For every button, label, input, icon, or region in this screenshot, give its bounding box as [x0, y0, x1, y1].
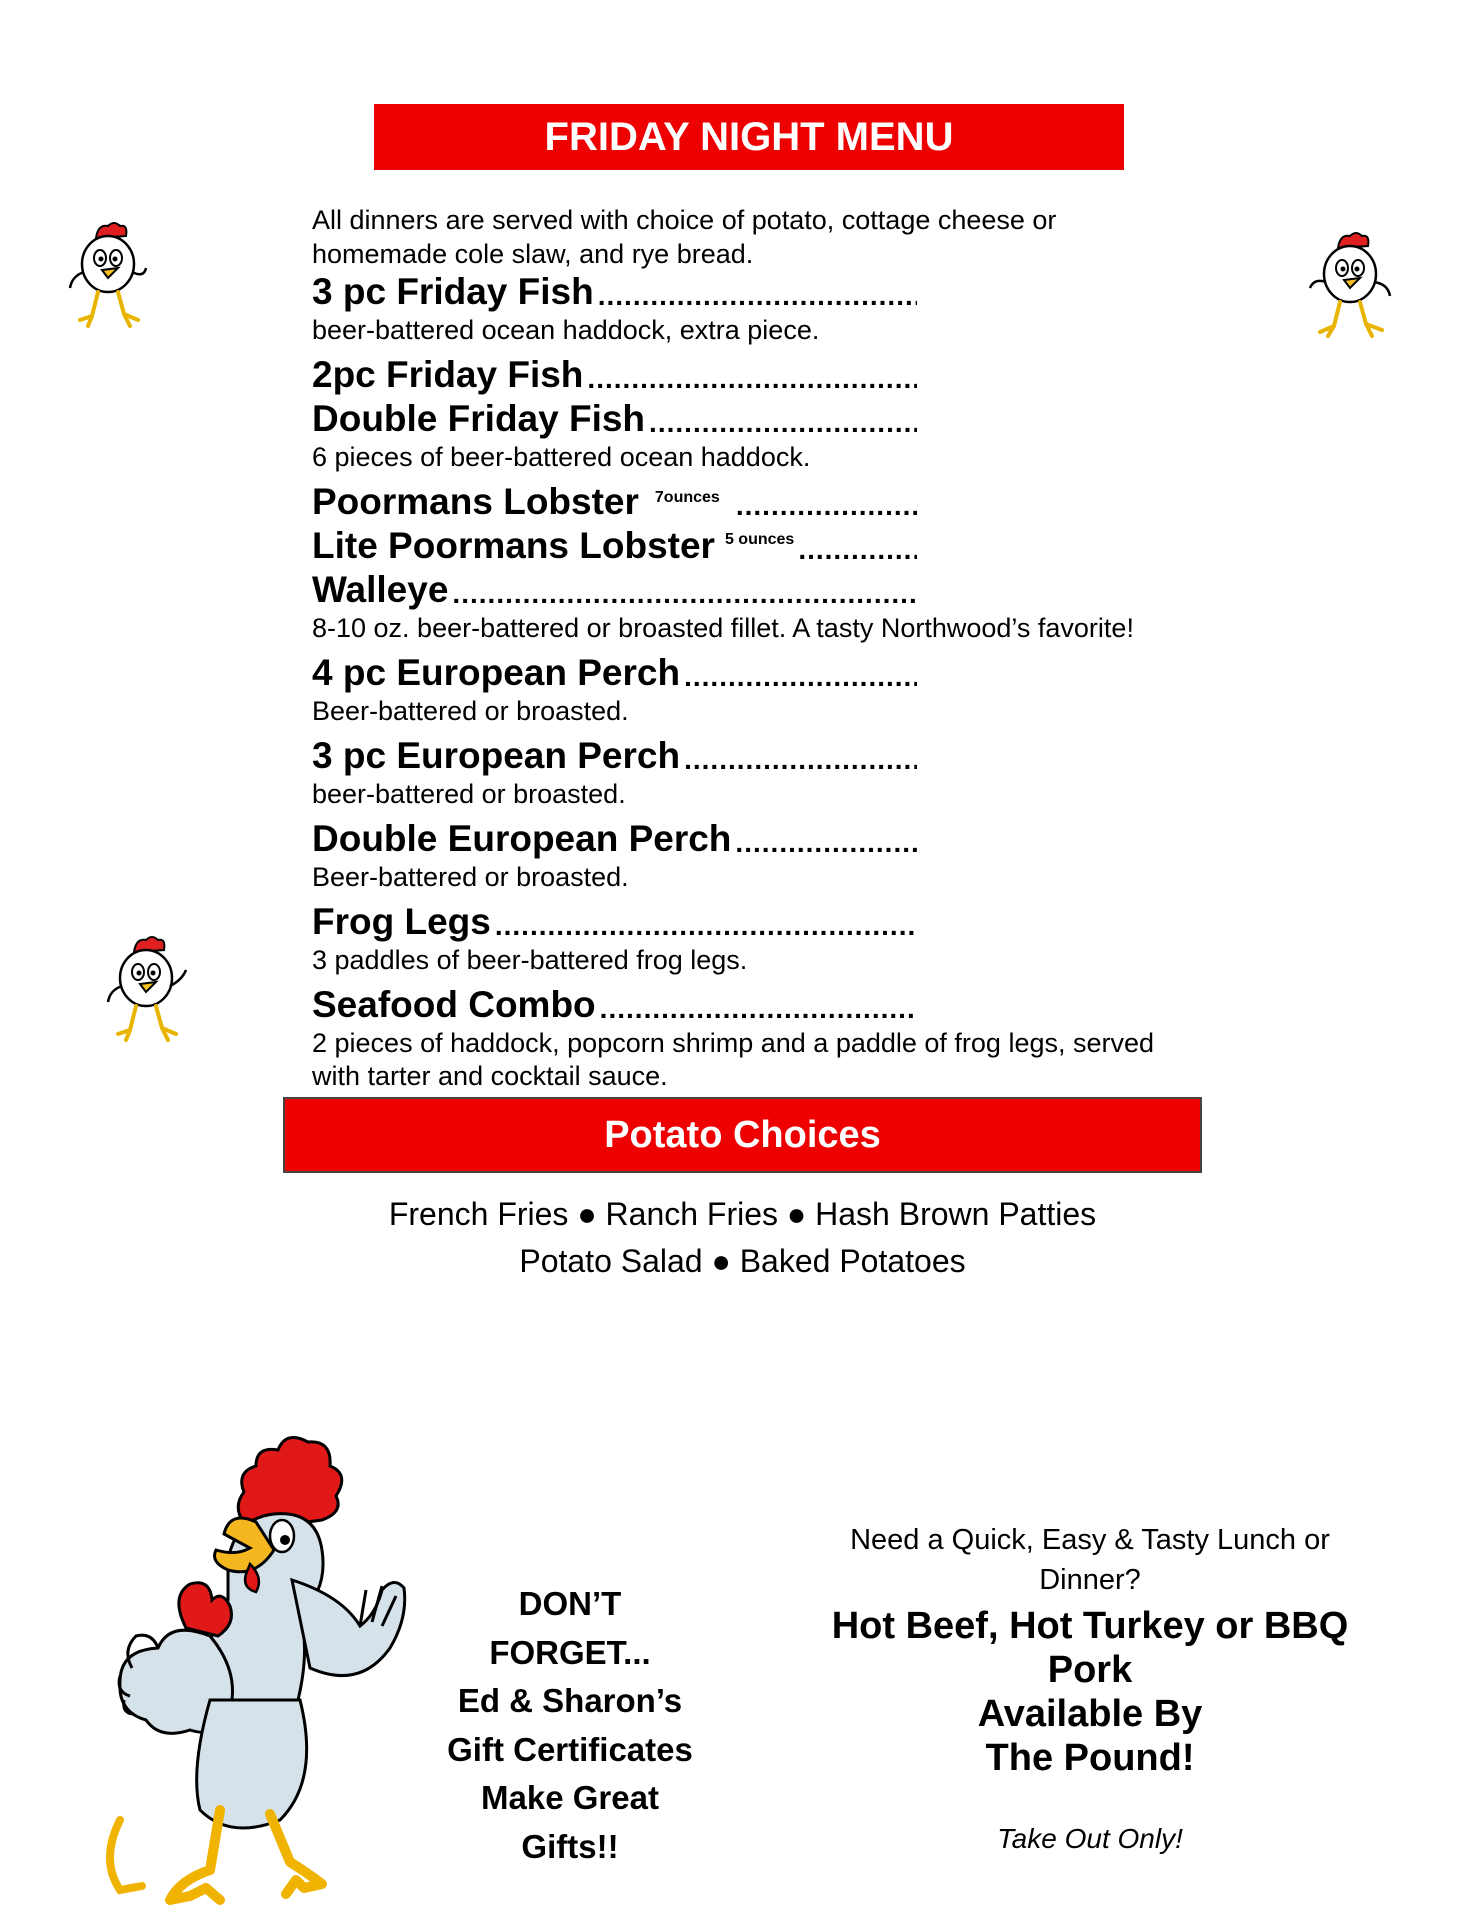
leader-dots — [452, 579, 917, 612]
leader-dots — [798, 535, 917, 568]
menu-item-description: 6 pieces of beer-battered ocean haddock. — [312, 442, 811, 472]
menu-item-description: Beer-battered or broasted. — [312, 696, 629, 726]
promo-headline: The Pound! — [985, 1737, 1195, 1779]
menu-item-description: beer-battered ocean haddock, extra piece. — [312, 315, 820, 345]
intro-text: All dinners are served with choice of potato, cottage cheese or homemade cole slaw, and rye bread. — [312, 205, 1057, 269]
menu-item-name: Frog Legs — [312, 901, 491, 942]
leader-dots — [735, 828, 917, 861]
leader-dots — [598, 281, 917, 314]
take-out-promo — [800, 1520, 1380, 1856]
potato-choices-line: Potato Salad ● Baked Potatoes — [519, 1243, 966, 1279]
potato-choices-line: French Fries ● Ranch Fries ● Hash Brown Patties — [388, 1196, 1097, 1232]
gift-line: DON’T — [518, 1585, 622, 1622]
leader-dots — [587, 364, 917, 397]
leader-dots — [600, 994, 917, 1027]
menu-item-name: Lite Poormans Lobster — [312, 525, 715, 566]
leader-dots — [495, 911, 917, 944]
menu-item-description: beer-battered or broasted. — [312, 779, 626, 809]
menu-list — [312, 270, 1212, 1093]
menu-item — [312, 270, 1212, 347]
menu-item — [312, 900, 1212, 977]
menu-item — [312, 353, 1212, 397]
menu-item — [312, 651, 1212, 728]
menu-item-name: Seafood Combo — [312, 984, 596, 1025]
menu-item — [312, 734, 1212, 811]
chicken-mascot-icon — [58, 216, 158, 334]
menu-item — [312, 983, 1212, 1093]
menu-item-name: 3 pc European Perch — [312, 735, 681, 776]
chicken-mascot-icon — [96, 930, 196, 1048]
promo-lead: Need a Quick, Easy & Tasty Lunch or Dinner? — [850, 1524, 1330, 1596]
leader-dots — [649, 408, 917, 441]
gift-certificate-note — [430, 1580, 710, 1871]
menu-title: FRIDAY NIGHT MENU — [544, 115, 954, 159]
gift-line: FORGET... — [489, 1633, 651, 1671]
menu-item-name: Double European Perch — [312, 818, 732, 859]
menu-item-description: Beer-battered or broasted. — [312, 862, 629, 892]
menu-item-name: 2pc Friday Fish — [312, 354, 584, 395]
menu-item-name: 4 pc European Perch — [312, 652, 681, 693]
menu-item — [312, 568, 1212, 645]
promo-note: Take Out Only! — [997, 1823, 1183, 1854]
potato-choices-banner — [283, 1097, 1202, 1173]
menu-item — [312, 397, 1212, 474]
menu-item — [312, 480, 1212, 524]
leader-dots — [684, 662, 917, 695]
potato-choices-title: Potato Choices — [604, 1114, 881, 1156]
leader-dots — [736, 491, 917, 524]
gift-line: Gifts!! — [521, 1827, 619, 1865]
gift-line: Gift Certificates — [447, 1730, 693, 1768]
menu-item-name: 3 pc Friday Fish — [312, 271, 594, 312]
promo-headline: Hot Beef, Hot Turkey or BBQ Pork — [831, 1605, 1349, 1691]
menu-item-description: 2 pieces of haddock, popcorn shrimp and a paddle of frog legs, served with tarter and cocktail sauce. — [312, 1028, 1155, 1091]
promo-headline: Available By — [977, 1693, 1203, 1735]
menu-item-name: Poormans Lobster — [312, 481, 639, 522]
menu-item-name: Double Friday Fish — [312, 398, 646, 439]
chicken-mascot-icon — [1300, 226, 1400, 344]
gift-line: Ed & Sharon’s — [457, 1682, 683, 1719]
menu-item-note: 7ounces — [654, 489, 720, 506]
menu-item — [312, 524, 1212, 568]
menu-item-name: Walleye — [312, 569, 449, 610]
leader-dots — [684, 745, 917, 778]
menu-item-description: 8-10 oz. beer-battered or broasted fillet. A tasty Northwood’s favorite! — [312, 613, 1134, 643]
menu-item-note: 5 ounces — [724, 531, 795, 548]
menu-item-description: 3 paddles of beer-battered frog legs. — [312, 945, 748, 975]
gift-line: Make Great — [481, 1779, 659, 1816]
rooster-thumbs-up-icon — [60, 1400, 420, 1905]
menu-item — [312, 817, 1212, 894]
menu-title-banner — [374, 104, 1124, 170]
